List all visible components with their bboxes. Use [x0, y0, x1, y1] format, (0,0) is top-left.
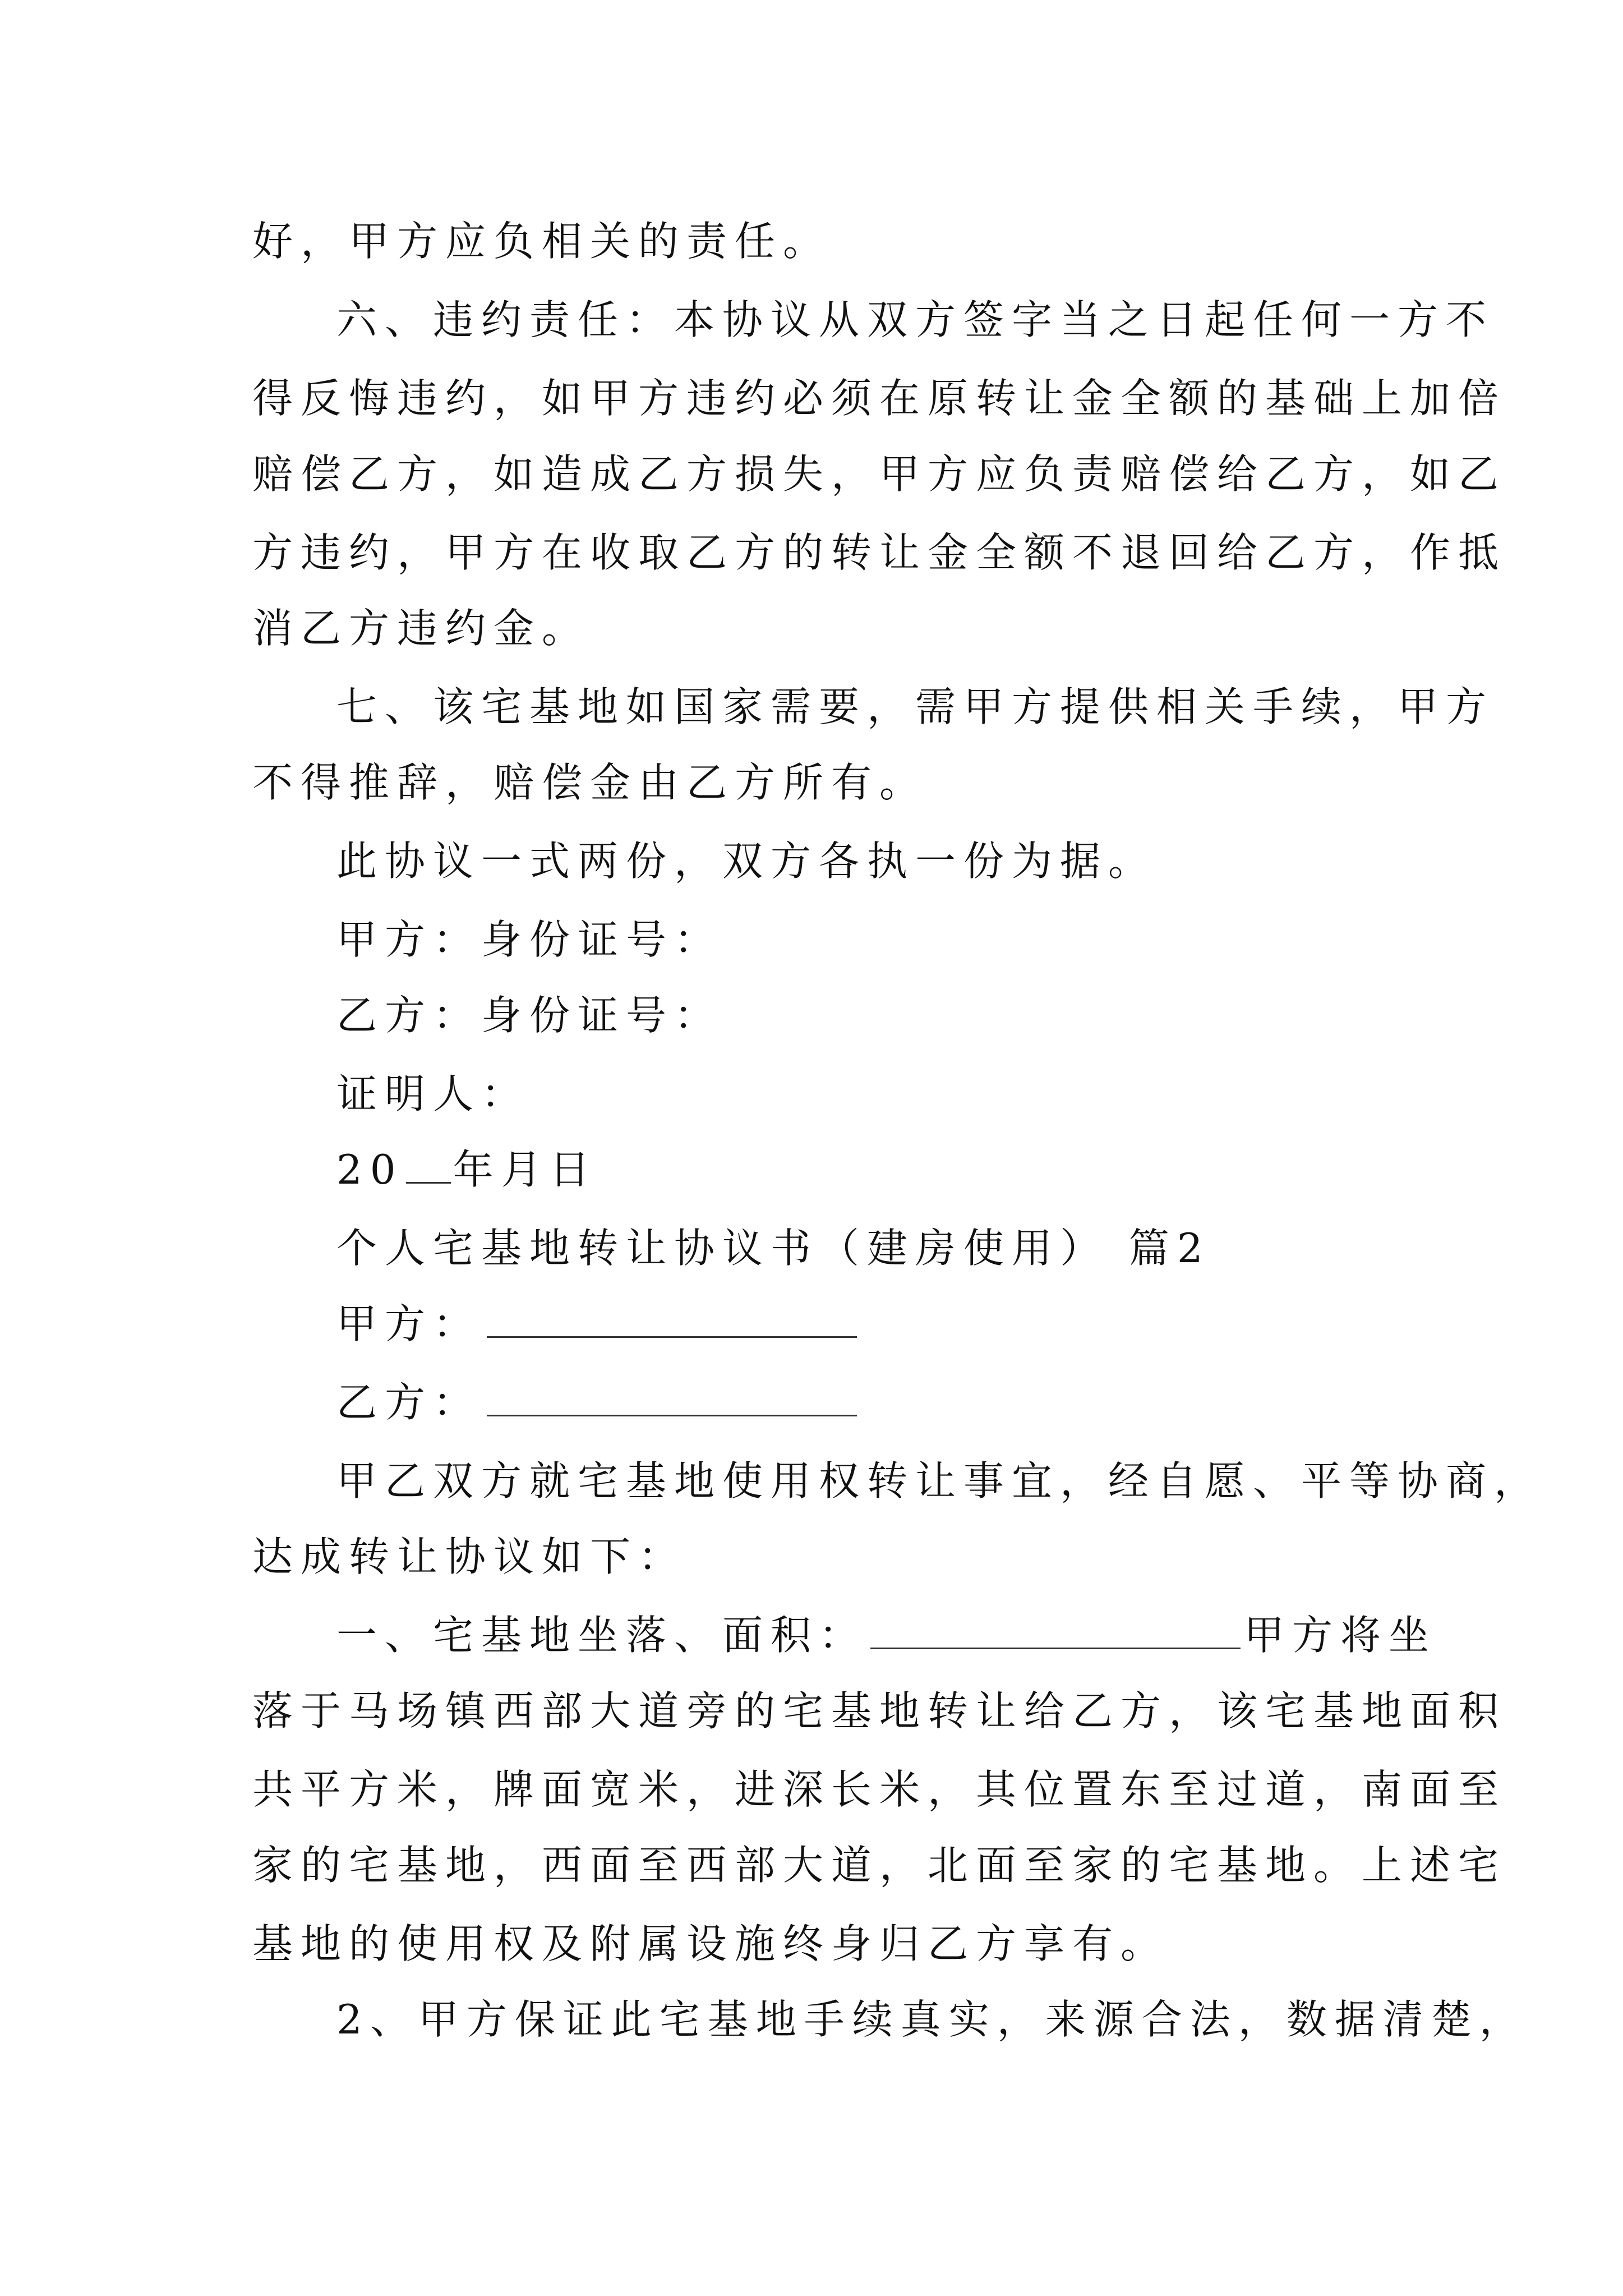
agreement-intro-line: 甲乙双方就宅基地使用权转让事宜，经自愿、平等协商， [336, 1457, 1543, 1504]
clause-two-line: 2、甲方保证此宅基地手续真实，来源合法，数据清楚， [336, 1996, 1528, 2043]
clause-one-line [336, 1596, 1437, 1674]
party-a-label: 甲方： [336, 1300, 482, 1347]
date-line [336, 1130, 1402, 1209]
text-line: 落于马场镇西部大道旁的宅基地转让给乙方，该宅基地面积 [252, 1687, 1507, 1734]
location-blank [870, 1597, 1241, 1649]
party-a-blank [487, 1286, 857, 1338]
party-a-id-line: 甲方：身份证号： [336, 916, 723, 963]
copies-statement: 此协议一式两份，双方各执一份为据。 [336, 838, 1157, 885]
witness-line: 证明人： [336, 1070, 530, 1117]
date-year-prefix: 20 [336, 1146, 404, 1193]
text-line: 赔偿乙方，如造成乙方损失，甲方应负责赔偿给乙方，如乙 [252, 450, 1507, 498]
date-suffix: 年月日 [453, 1146, 598, 1193]
party-b-line [336, 1363, 1402, 1442]
year-blank [406, 1131, 451, 1184]
text-line: 基地的使用权及附属设施终身归乙方享有。 [252, 1920, 1169, 1967]
party-b-id-line: 乙方：身份证号： [336, 992, 723, 1039]
text-line: 家的宅基地，西面至西部大道，北面至家的宅基地。上述宅 [252, 1842, 1507, 1889]
text-line: 得反悔违约，如甲方违约必须在原转让金全额的基础上加倍 [252, 375, 1507, 422]
text-line: 不得推辞，赔偿金由乙方所有。 [252, 759, 928, 806]
party-b-blank [487, 1364, 857, 1416]
text-line: 达成转让协议如下： [252, 1533, 687, 1580]
clause-one-continue: 甲方将坐 [1244, 1612, 1437, 1659]
text-line: 方违约，甲方在收取乙方的转让金全额不退回给乙方，作抵 [252, 529, 1507, 576]
text-line: 共平方米，牌面宽米，进深长米，其位置东至过道，南面至 [252, 1766, 1507, 1813]
clause-one-label: 一、宅基地坐落、面积： [336, 1612, 868, 1659]
text-line: 好，甲方应负相关的责任。 [252, 218, 832, 265]
section-title: 个人宅基地转让协议书（建房使用） 篇2 [336, 1225, 1211, 1272]
party-a-line [336, 1285, 1402, 1363]
text-line: 消乙方违约金。 [252, 605, 591, 652]
clause-six-heading-line: 六、违约责任：本协议从双方签字当之日起任何一方不 [336, 296, 1495, 343]
clause-seven-heading-line: 七、该宅基地如国家需要，需甲方提供相关手续，甲方 [336, 683, 1495, 730]
party-b-label: 乙方： [336, 1379, 482, 1426]
